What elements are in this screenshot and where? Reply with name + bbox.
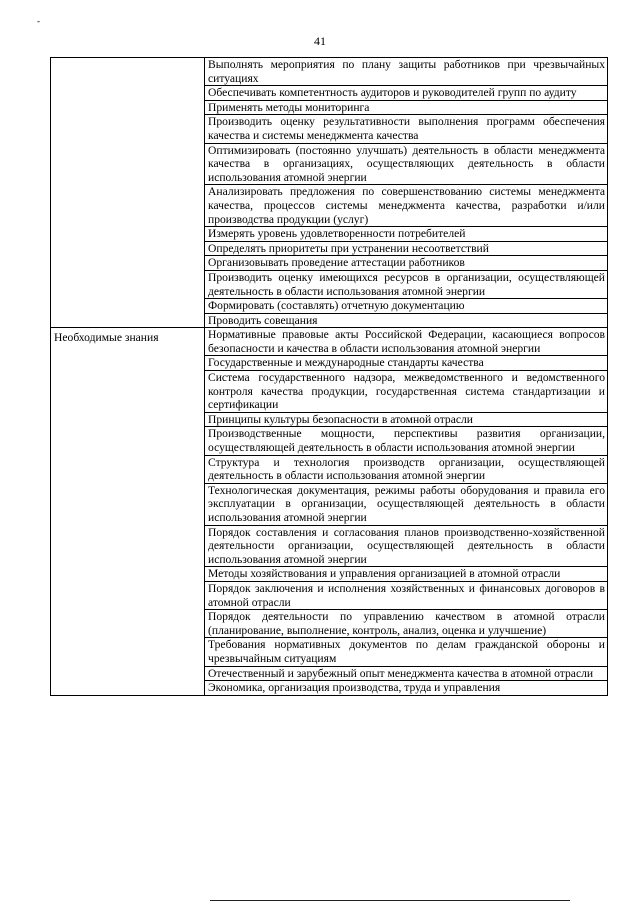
table-cell: Порядок заключения и исполнения хозяйственных и финансовых договоров в атомной отрасли <box>205 581 608 609</box>
table-cell: Применять методы мониторинга <box>205 100 608 115</box>
table-cell: Анализировать предложения по совершенствованию системы менеджмента качества, процессов системы менеджмента качества, разработки и/или производства продукции (услуг) <box>205 185 608 227</box>
table-cell: Выполнять мероприятия по плану защиты работников при чрезвычайных ситуациях <box>205 58 608 86</box>
table-cell: Принципы культуры безопасности в атомной отрасли <box>205 412 608 427</box>
table-cell: Методы хозяйствования и управления организацией в атомной отрасли <box>205 567 608 582</box>
table-cell: Организовывать проведение аттестации работников <box>205 256 608 271</box>
competency-table <box>50 57 608 696</box>
table-cell: Система государственного надзора, межведомственного и ведомственного контроля качества продукции, государственная система стандартизации и сертификации <box>205 371 608 413</box>
row-group-label: Необходимые знания <box>51 328 205 695</box>
table-cell: Оптимизировать (постоянно улучшать) деятельность в области менеджмента качества в организациях, осуществляющих деятельность в области использования атомной энергии <box>205 143 608 185</box>
table-cell: Порядок деятельности по управлению качеством в атомной отрасли (планирование, выполнение, контроль, анализ, оценка и улучшение) <box>205 610 608 638</box>
table-cell: Определять приоритеты при устранении несоответствий <box>205 241 608 256</box>
skills-section <box>51 58 608 328</box>
table-cell: Отечественный и зарубежный опыт менеджмента качества в атомной отрасли <box>205 666 608 681</box>
table-row <box>51 58 608 86</box>
table-cell: Производственные мощности, перспективы развития организации, осуществляющей деятельность в области использования атомной энергии <box>205 427 608 455</box>
table-cell: Обеспечивать компетентность аудиторов и руководителей групп по аудиту <box>205 86 608 101</box>
table-cell: Требования нормативных документов по делам гражданской обороны и чрезвычайным ситуациям <box>205 638 608 666</box>
table-cell: Экономика, организация производства, труда и управления <box>205 681 608 696</box>
table-cell: Порядок составления и согласования планов производственно-хозяйственной деятельности организации, осуществляющей деятельность в области использования атомной энергии <box>205 525 608 567</box>
table-cell: Технологическая документация, режимы работы оборудования и правила его эксплуатации в организации, осуществляющей деятельность в области использования атомной энергии <box>205 483 608 525</box>
page-number: 41 <box>314 34 326 48</box>
table-cell: Нормативные правовые акты Российской Федерации, касающиеся вопросов безопасности и качества в области использования атомной энергии <box>205 328 608 356</box>
table-cell: Измерять уровень удовлетворенности потребителей <box>205 227 608 242</box>
table-row <box>51 328 608 356</box>
table-cell: Государственные и международные стандарты качества <box>205 356 608 371</box>
scan-mark: - <box>37 16 40 26</box>
table-cell: Производить оценку имеющихся ресурсов в организации, осуществляющей деятельность в области использования атомной энергии <box>205 270 608 298</box>
table-cell: Производить оценку результативности выполнения программ обеспечения качества и системы менеджмента качества <box>205 115 608 143</box>
table-cell: Структура и технология производств организации, осуществляющей деятельность в области использования атомной энергии <box>205 455 608 483</box>
knowledge-section <box>51 328 608 695</box>
row-group-label <box>51 58 205 328</box>
table-cell: Проводить совещания <box>205 313 608 328</box>
bottom-rule <box>210 900 570 901</box>
table-cell: Формировать (составлять) отчетную документацию <box>205 299 608 314</box>
